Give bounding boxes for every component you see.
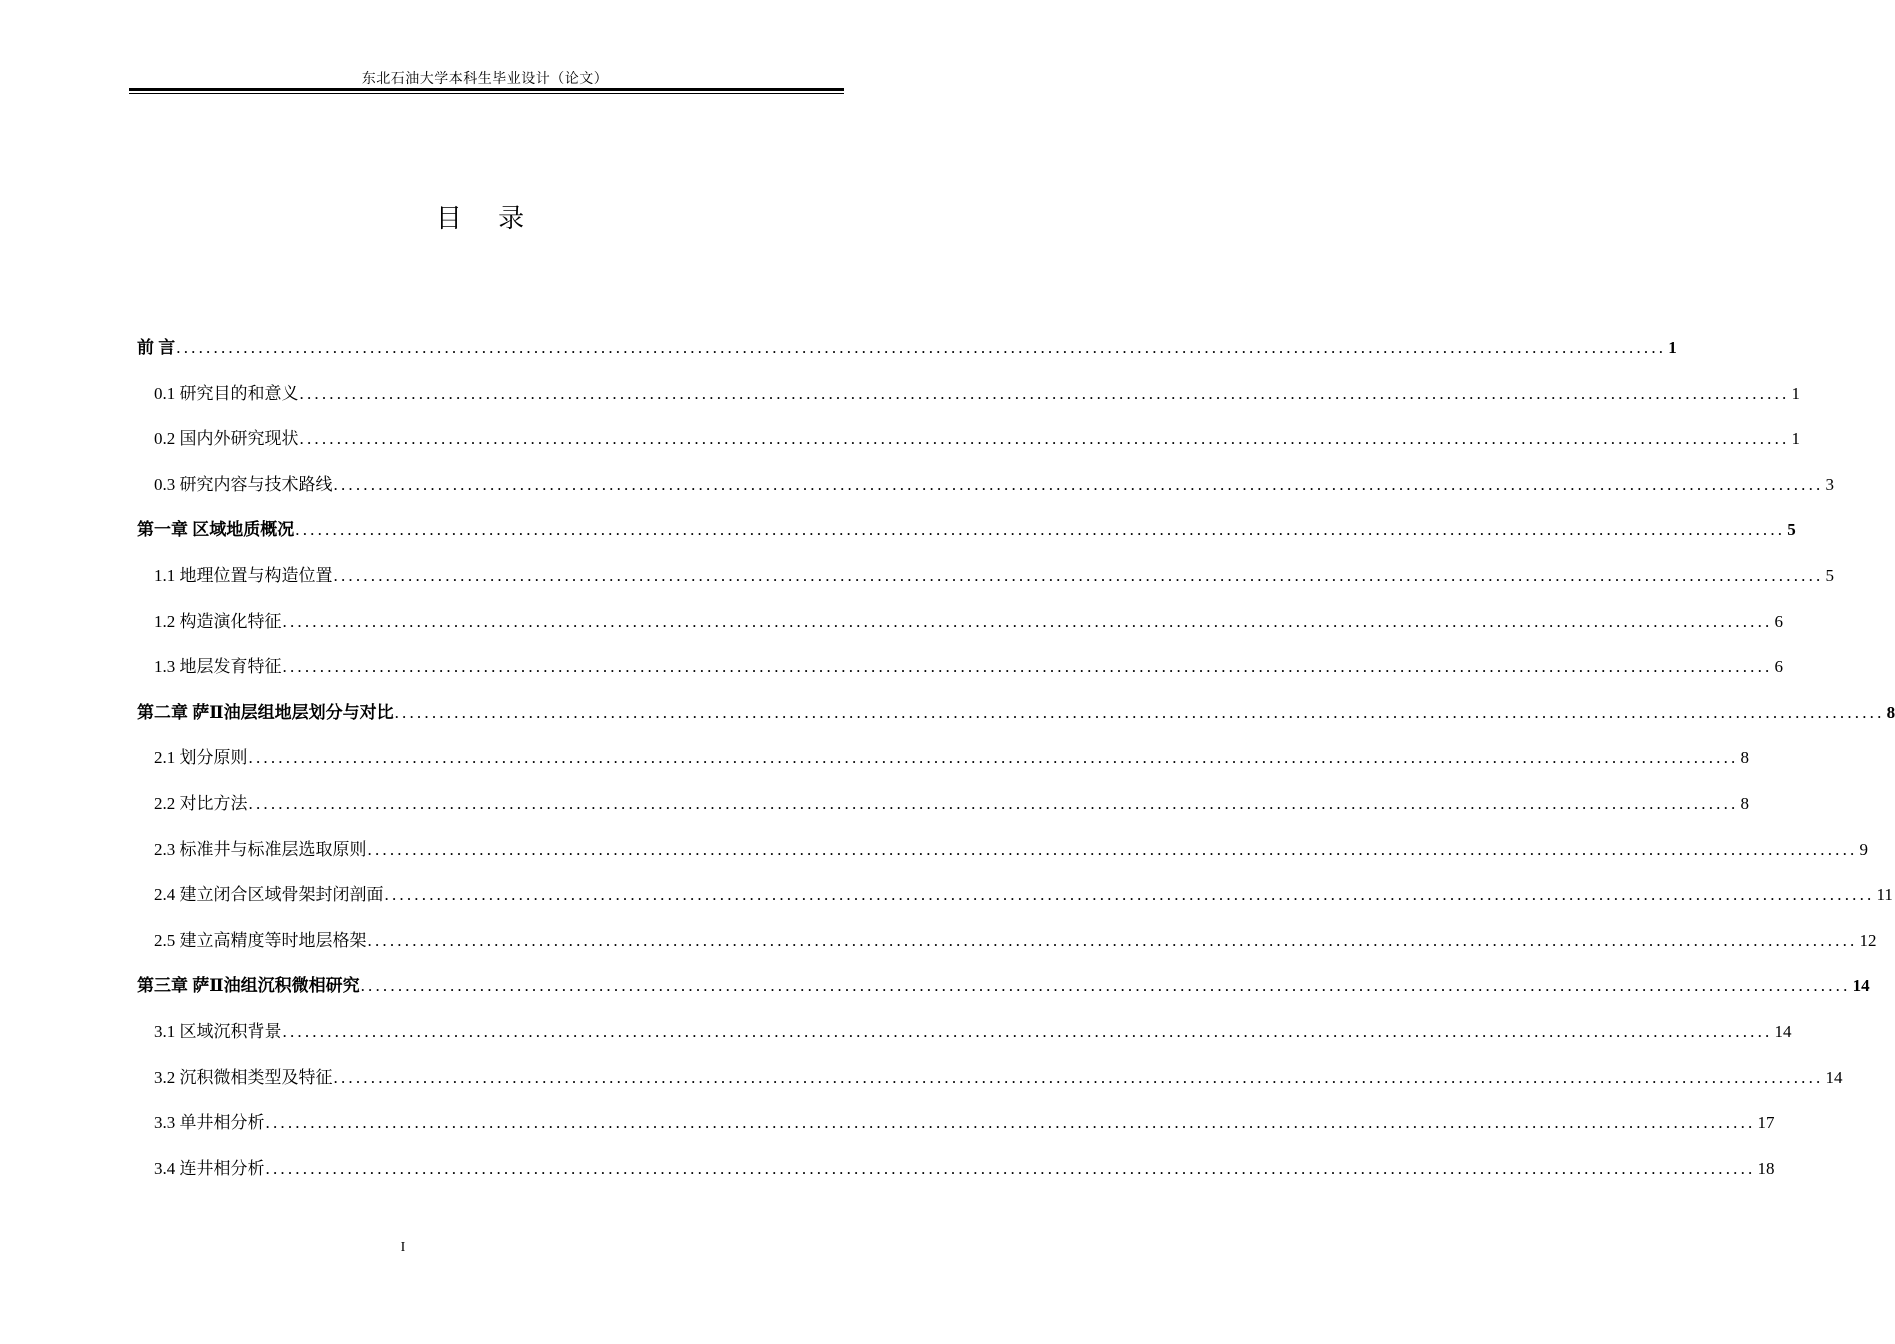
toc-section-entry[interactable] — [137, 1157, 1775, 1203]
toc-entry-label: 0.1 研究目的和意义 — [154, 383, 299, 403]
footer-page-number: I — [400, 1240, 406, 1255]
toc-entry-page: 14 — [1774, 1021, 1792, 1041]
toc-entry-label: 第一章 区域地质概况 — [137, 520, 295, 540]
toc-dot-leader: ........................................................................................................................................................................................................ — [265, 1113, 1756, 1133]
toc-dot-leader: ........................................................................................................................................................................................................ — [384, 885, 1875, 905]
toc-entry-page: 5 — [1825, 565, 1834, 585]
toc-entry-page: 17 — [1757, 1113, 1775, 1133]
toc-section-entry[interactable] — [137, 427, 1800, 473]
toc-entry-page: 9 — [1859, 839, 1868, 859]
toc-entry-label: 1.1 地理位置与构造位置 — [154, 565, 333, 585]
toc-entry-label: 3.4 连井相分析 — [154, 1158, 265, 1178]
toc-entry-label: 2.1 划分原则 — [154, 748, 248, 768]
toc-entry-page: 8 — [1740, 748, 1749, 768]
toc-entry-label: 前 言 — [137, 338, 176, 357]
toc-entry-page: 6 — [1774, 657, 1783, 677]
toc-section-entry[interactable] — [137, 1020, 1792, 1066]
toc-entry-label: 2.5 建立高精度等时地层格架 — [154, 930, 367, 950]
toc-entry-page: 18 — [1757, 1158, 1775, 1178]
toc-dot-leader: ........................................................................................................................................................................................................ — [265, 1158, 1756, 1178]
toc-entry-page: 14 — [1852, 976, 1870, 996]
toc-entry-label: 2.3 标准井与标准层选取原则 — [154, 839, 367, 859]
toc-dot-leader: ........................................................................................................................................................................................................ — [299, 383, 1790, 403]
toc-chapter-entry[interactable] — [137, 701, 1895, 747]
toc-dot-leader: ........................................................................................................................................................................................................ — [282, 657, 1773, 677]
toc-entry-page: 6 — [1774, 611, 1783, 631]
toc-section-entry[interactable] — [137, 838, 1868, 884]
page-header-title: 东北石油大学本科生毕业设计（论文） — [361, 72, 609, 87]
toc-list — [137, 336, 1895, 1202]
toc-entry-label: 3.2 沉积微相类型及特征 — [154, 1067, 333, 1087]
toc-entry-label: 0.3 研究内容与技术路线 — [154, 474, 333, 494]
toc-entry-page: 1 — [1791, 383, 1800, 403]
toc-dot-leader: ........................................................................................................................................................................................................ — [360, 976, 1851, 996]
toc-entry-label: 第二章 萨Ⅱ油层组地层划分与对比 — [137, 702, 394, 722]
toc-section-entry[interactable] — [137, 1111, 1775, 1157]
toc-section-entry[interactable] — [137, 792, 1749, 838]
toc-entry-label: 3.1 区域沉积背景 — [154, 1021, 282, 1041]
toc-entry-page: 11 — [1876, 885, 1893, 905]
toc-dot-leader: ........................................................................................................................................................................................................ — [394, 702, 1885, 722]
header-rule-thick — [129, 88, 844, 91]
toc-dot-leader: ........................................................................................................................................................................................................ — [367, 839, 1858, 859]
toc-chapter-entry[interactable] — [137, 336, 1677, 382]
toc-chapter-entry[interactable] — [137, 974, 1870, 1020]
toc-entry-label: 第三章 萨Ⅱ油组沉积微相研究 — [137, 976, 360, 996]
toc-dot-leader: ........................................................................................................................................................................................................ — [333, 1067, 1824, 1087]
toc-dot-leader: ........................................................................................................................................................................................................ — [333, 565, 1824, 585]
toc-dot-leader: ........................................................................................................................................................................................................ — [248, 793, 1739, 813]
toc-section-entry[interactable] — [137, 1066, 1843, 1112]
toc-title: 目 录 — [435, 204, 539, 234]
toc-entry-label: 1.2 构造演化特征 — [154, 611, 282, 631]
toc-section-entry[interactable] — [137, 382, 1800, 428]
toc-entry-page: 8 — [1886, 702, 1895, 722]
toc-entry-page: 1 — [1791, 429, 1800, 449]
toc-entry-page: 14 — [1825, 1067, 1843, 1087]
toc-dot-leader: ........................................................................................................................................................................................................ — [176, 338, 1667, 357]
toc-entry-page: 8 — [1740, 793, 1749, 813]
toc-section-entry[interactable] — [137, 473, 1834, 519]
toc-section-entry[interactable] — [137, 610, 1783, 656]
toc-dot-leader: ........................................................................................................................................................................................................ — [282, 1021, 1773, 1041]
toc-entry-label: 2.4 建立闭合区域骨架封闭剖面 — [154, 885, 384, 905]
toc-dot-leader: ........................................................................................................................................................................................................ — [367, 930, 1858, 950]
toc-entry-page: 1 — [1668, 338, 1677, 357]
toc-section-entry[interactable] — [137, 564, 1834, 610]
toc-entry-label: 0.2 国内外研究现状 — [154, 429, 299, 449]
toc-entry-label: 3.3 单井相分析 — [154, 1113, 265, 1133]
toc-entry-page: 12 — [1859, 930, 1877, 950]
toc-dot-leader: ........................................................................................................................................................................................................ — [248, 748, 1739, 768]
toc-dot-leader: ........................................................................................................................................................................................................ — [295, 520, 1786, 540]
toc-section-entry[interactable] — [137, 746, 1749, 792]
toc-chapter-entry[interactable] — [137, 518, 1796, 564]
toc-section-entry[interactable] — [137, 655, 1783, 701]
toc-section-entry[interactable] — [137, 883, 1893, 929]
toc-section-entry[interactable] — [137, 929, 1877, 975]
toc-dot-leader: ........................................................................................................................................................................................................ — [333, 474, 1824, 494]
toc-entry-page: 5 — [1787, 520, 1796, 540]
toc-entry-page: 3 — [1825, 474, 1834, 494]
toc-entry-label: 2.2 对比方法 — [154, 793, 248, 813]
toc-dot-leader: ........................................................................................................................................................................................................ — [282, 611, 1773, 631]
header-rule-thin — [129, 93, 844, 94]
toc-entry-label: 1.3 地层发育特征 — [154, 657, 282, 677]
toc-dot-leader: ........................................................................................................................................................................................................ — [299, 429, 1790, 449]
